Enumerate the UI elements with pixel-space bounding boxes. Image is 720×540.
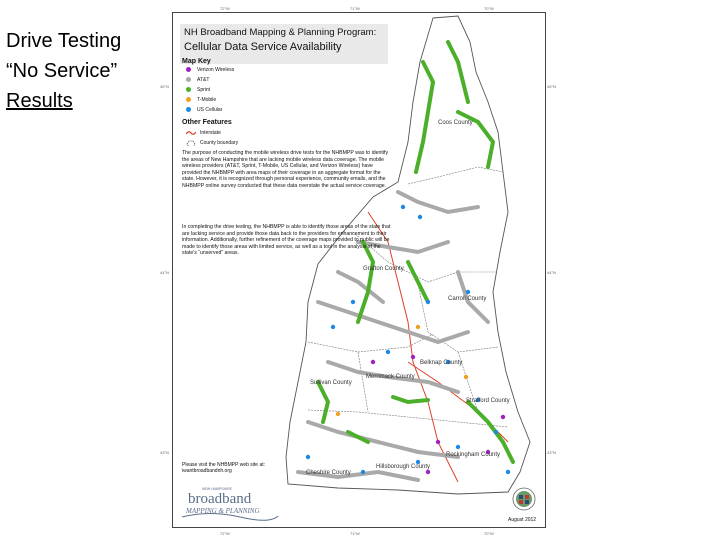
legend-item-verizon [186,65,234,74]
county-label-cheshire: Cheshire County [306,470,351,476]
legend-swatch-att [186,77,191,82]
coord-top-2: 71°W [350,6,360,11]
county-label-coos: Coos County [438,120,473,126]
coord-left-2: 44°N [160,270,169,275]
coord-bottom-3: 70°W [484,531,494,536]
coord-right-3: 43°N [547,450,556,455]
legend-swatch-sprint [186,87,191,92]
slide-title [6,26,156,116]
interstate-swatch-icon [186,130,196,136]
description-paragraph-1: The purpose of conducting the mobile wireless drive tests for the NHBMPP was to identify the areas of New Hampshire that are lacking mobile wireless data coverage. The mobile wireless providers (AT&T, Sprint, T-Mobile, US Cellular, and Verizon Wireless) have provided the NHBMPP with area maps of their coverage in an aggregate format for the state. However, it is recognized through personal experience, community emails, and the NHBMPP online survey conducted that these data overstate the actual service coverage. [182,150,389,189]
title-line-1: Drive Testing [6,30,122,52]
title-line-2: “No Service” [6,60,118,82]
coord-bottom-2: 71°W [350,531,360,536]
legend-swatch-uscellular [186,107,191,112]
county-label-merrimack: Merrimack County [366,374,415,380]
title-line-3: Results [6,90,73,112]
coord-right-2: 44°N [547,270,556,275]
logo-graphic [180,486,280,524]
county-label-carroll: Carroll County [448,296,487,302]
logo-sub-text: MAPPING & PLANNING [186,507,260,515]
map-header-subtitle: Cellular Data Service Availability [184,41,342,53]
coord-right-1: 45°N [547,84,556,89]
feature-item-interstate [186,128,221,137]
other-features-title: Other Features [182,119,232,126]
feature-item-county-boundary [186,138,238,147]
legend-label-tmobile: T-Mobile [197,96,217,103]
county-boundary-swatch-icon [186,140,196,146]
nh-cellular-map [158,2,560,538]
county-label-hillsborough: Hillsborough County [376,464,431,470]
coord-left-1: 45°N [160,84,169,89]
description-paragraph-2: In completing the drive testing, the NHBMPP is able to identify those areas of the state that are lacking service and provide those data back to the providers for enhancement to their information. Additionally, further refinement of the coverage maps provided to public will be made to identify those areas with limited service, as well as a tool in the analysis of the state's “unserved” areas. [182,224,391,257]
map-key-title: Map Key [182,58,211,65]
legend-item-tmobile [186,95,216,104]
nh-seal-icon [512,487,536,511]
legend-item-uscellular [186,105,222,114]
coord-top-1: 72°W [220,6,230,11]
legend-item-sprint [186,85,210,94]
feature-label-county-boundary: County boundary [200,139,239,146]
logo-main-text: broadband [188,491,252,507]
county-label-sullivan: Sullivan County [310,380,352,386]
county-label-strafford: Strafford County [466,398,510,404]
county-label-belknap: Belknap County [420,360,463,366]
coord-bottom-1: 72°W [220,531,230,536]
legend-label-att: AT&T [197,76,210,83]
legend-item-att [186,75,209,84]
feature-label-interstate: Interstate [200,129,221,136]
legend-label-uscellular: US Cellular [197,106,223,113]
legend-swatch-verizon [186,67,191,72]
logo-top-text: NEW HAMPSHIRE [202,487,232,491]
website-note: Please visit the NHBMPP web site at: iwantbroadbandnh.org [182,462,265,474]
map-date: August 2012 [508,517,537,523]
county-label-grafton: Grafton County [363,266,404,272]
nh-broadband-logo [180,486,280,524]
legend-swatch-tmobile [186,97,191,102]
legend-label-verizon: Verizon Wireless [197,66,235,73]
map-header-title: NH Broadband Mapping & Planning Program: [184,27,377,38]
county-label-rockingham: Rockingham County [446,452,501,458]
legend-label-sprint: Sprint [197,86,211,93]
coord-left-3: 43°N [160,450,169,455]
coord-top-3: 70°W [484,6,494,11]
